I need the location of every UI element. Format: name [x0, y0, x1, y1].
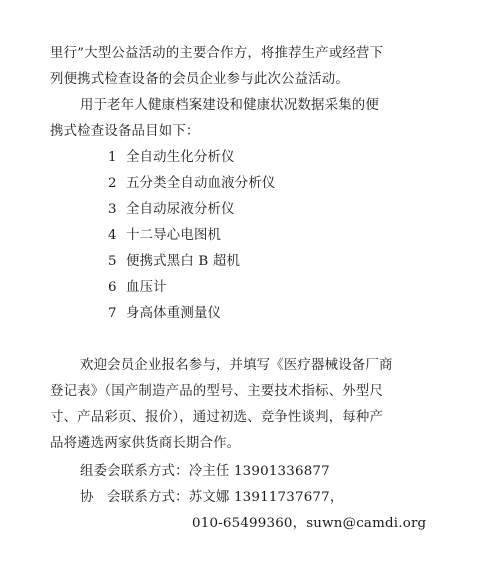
list-item-text: 身高体重测量仪 — [126, 306, 222, 321]
list-item — [108, 202, 235, 218]
list-item-number: 7 — [108, 306, 117, 321]
list-item-text: 五分类全自动血液分析仪 — [126, 176, 276, 191]
list-item-number: 3 — [108, 202, 117, 217]
list-item — [108, 150, 235, 166]
list-item-number: 5 — [108, 254, 117, 269]
list-item-text: 全自动尿液分析仪 — [126, 202, 235, 217]
list-item — [108, 306, 221, 322]
list-item-text: 十二导心电图机 — [126, 228, 222, 243]
list-item-number: 2 — [108, 176, 117, 191]
list-item-text: 全自动生化分析仪 — [126, 150, 235, 165]
list-item-number: 6 — [108, 280, 117, 295]
welcome-line-1: 欢迎会员企业报名参与，并填写《医疗器械设备厂商 — [80, 358, 393, 373]
intro-line-2: 列便携式检查设备的会员企业参与此次公益活动。 — [50, 72, 349, 87]
intro-line-1: 里行”大型公益活动的主要合作方，将推荐生产或经营下 — [50, 46, 384, 61]
list-item — [108, 228, 221, 244]
list-item-number: 1 — [108, 150, 117, 165]
list-item — [108, 280, 167, 296]
list-item-text: 便携式黑白 B 超机 — [126, 254, 241, 269]
association-contact-extra: 010-65499360，suwn@camdi.org — [192, 516, 427, 531]
list-intro-line-1: 用于老年人健康档案建设和健康状况数据采集的便 — [80, 98, 379, 113]
association-contact: 协 会联系方式：苏文娜 13911737677， — [80, 490, 344, 505]
organizer-contact: 组委会联系方式：冷主任 13901336877 — [80, 464, 330, 479]
welcome-line-2: 登记表》（国产制造产品的型号、主要技术指标、外型尺 — [50, 384, 384, 399]
list-item — [108, 254, 240, 270]
welcome-line-4: 品将遴选两家供货商长期合作。 — [50, 436, 241, 451]
list-intro-line-2: 携式检查设备品目如下： — [50, 124, 200, 139]
list-item-number: 4 — [108, 228, 117, 243]
list-item-text: 血压计 — [126, 280, 167, 295]
list-item — [108, 176, 276, 192]
welcome-line-3: 寸、产品彩页、报价），通过初选、竞争性谈判，每种产 — [50, 410, 384, 425]
